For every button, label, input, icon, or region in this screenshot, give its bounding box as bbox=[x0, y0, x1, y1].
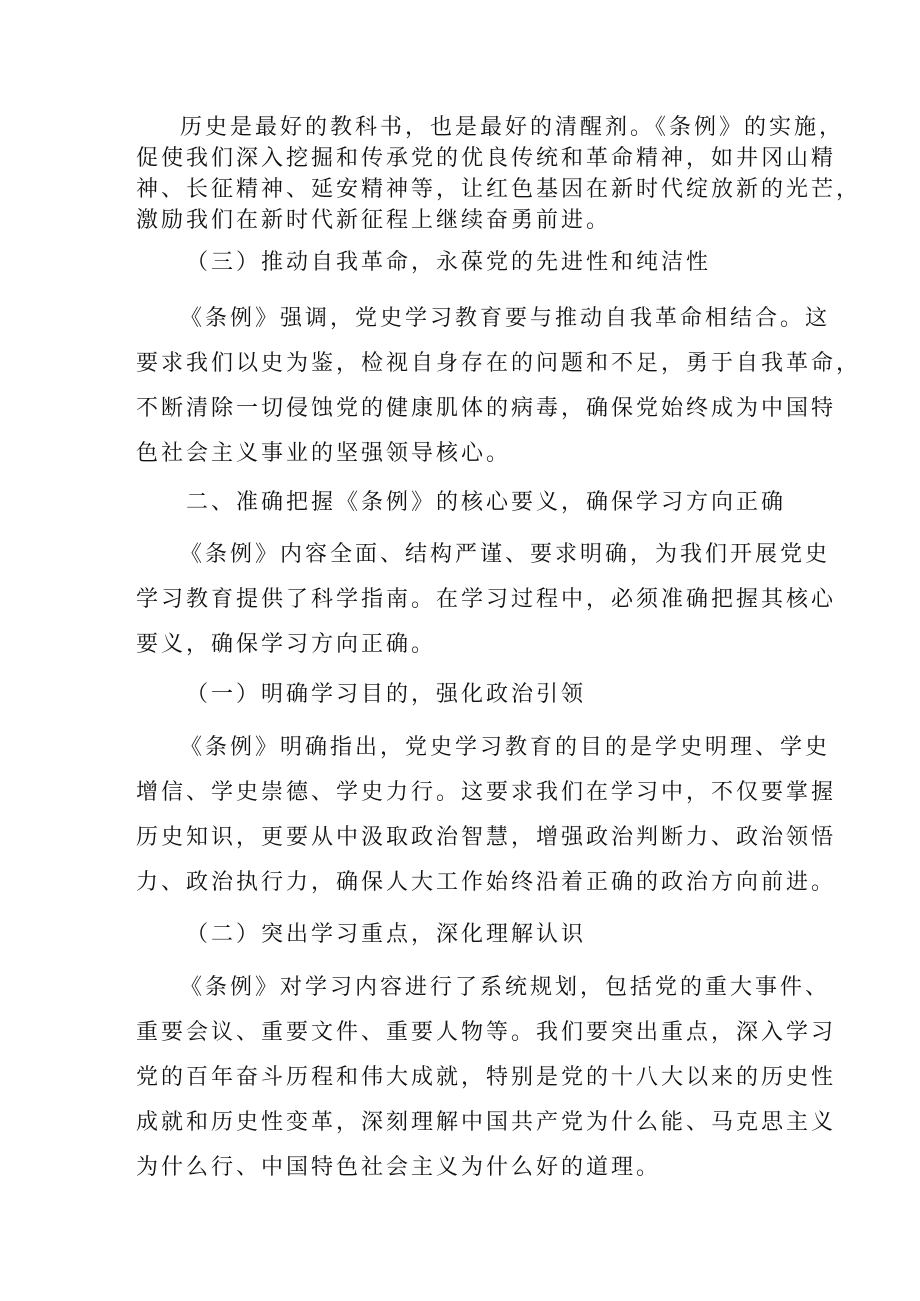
paragraph-study-purpose bbox=[136, 725, 837, 905]
text-line: 《条例》内容全面、结构严谨、要求明确，为我们开展党史 bbox=[180, 542, 831, 567]
text-line: 促使我们深入挖掘和传承党的优良传统和革命精神，如井冈山精 bbox=[136, 146, 837, 171]
text-line: 重要会议、重要文件、重要人物等。我们要突出重点，深入学习 bbox=[136, 1020, 837, 1045]
text-line: 要求我们以史为鉴，检视自身存在的问题和不足，勇于自我革命， bbox=[136, 351, 862, 376]
paragraph-study-focus bbox=[136, 965, 837, 1190]
section-heading-self-revolution: （三）推动自我革命，永葆党的先进性和纯洁性 bbox=[186, 250, 712, 275]
text-line: 不断清除一切侵蚀党的健康肌体的病毒，确保党始终成为中国特 bbox=[136, 396, 837, 421]
text-line: 党的百年奋斗历程和伟大成就，特别是党的十八大以来的历史性 bbox=[136, 1065, 837, 1090]
text-line: 色社会主义事业的坚强领导核心。 bbox=[136, 441, 512, 466]
text-line: 力、政治执行力，确保人大工作始终沿着正确的政治方向前进。 bbox=[136, 870, 837, 895]
text-line: 《条例》明确指出，党史学习教育的目的是学史明理、学史 bbox=[180, 735, 831, 760]
text-line: 为什么行、中国特色社会主义为什么好的道理。 bbox=[136, 1155, 662, 1180]
text-line: 《条例》对学习内容进行了系统规划，包括党的重大事件、 bbox=[180, 975, 831, 1000]
paragraph-self-revolution bbox=[136, 296, 862, 476]
paragraph-history-textbook bbox=[136, 112, 862, 236]
text-line: 《条例》强调，党史学习教育要与推动自我革命相结合。这 bbox=[180, 306, 831, 331]
text-line: 神、长征精神、延安精神等，让红色基因在新时代绽放新的光芒， bbox=[136, 177, 862, 202]
text-line: 增信、学史崇德、学史力行。这要求我们在学习中，不仅要掌握 bbox=[136, 780, 837, 805]
text-line: 学习教育提供了科学指南。在学习过程中，必须准确把握其核心 bbox=[136, 587, 837, 612]
paragraph-core-essence bbox=[136, 532, 837, 667]
text-line: 历史是最好的教科书，也是最好的清醒剂。《条例》的实施， bbox=[180, 115, 845, 140]
section-heading-study-focus: （二）突出学习重点，深化理解认识 bbox=[186, 922, 587, 947]
text-line: 激励我们在新时代新征程上继续奋勇前进。 bbox=[136, 208, 612, 233]
section-heading-core-essence: 二、准确把握《条例》的核心要义，确保学习方向正确 bbox=[186, 490, 787, 515]
text-line: 要义，确保学习方向正确。 bbox=[136, 632, 437, 657]
text-line: 成就和历史性变革，深刻理解中国共产党为什么能、马克思主义 bbox=[136, 1110, 837, 1135]
text-line: 历史知识，更要从中汲取政治智慧，增强政治判断力、政治领悟 bbox=[136, 825, 837, 850]
section-heading-study-purpose: （一）明确学习目的，强化政治引领 bbox=[186, 682, 587, 707]
